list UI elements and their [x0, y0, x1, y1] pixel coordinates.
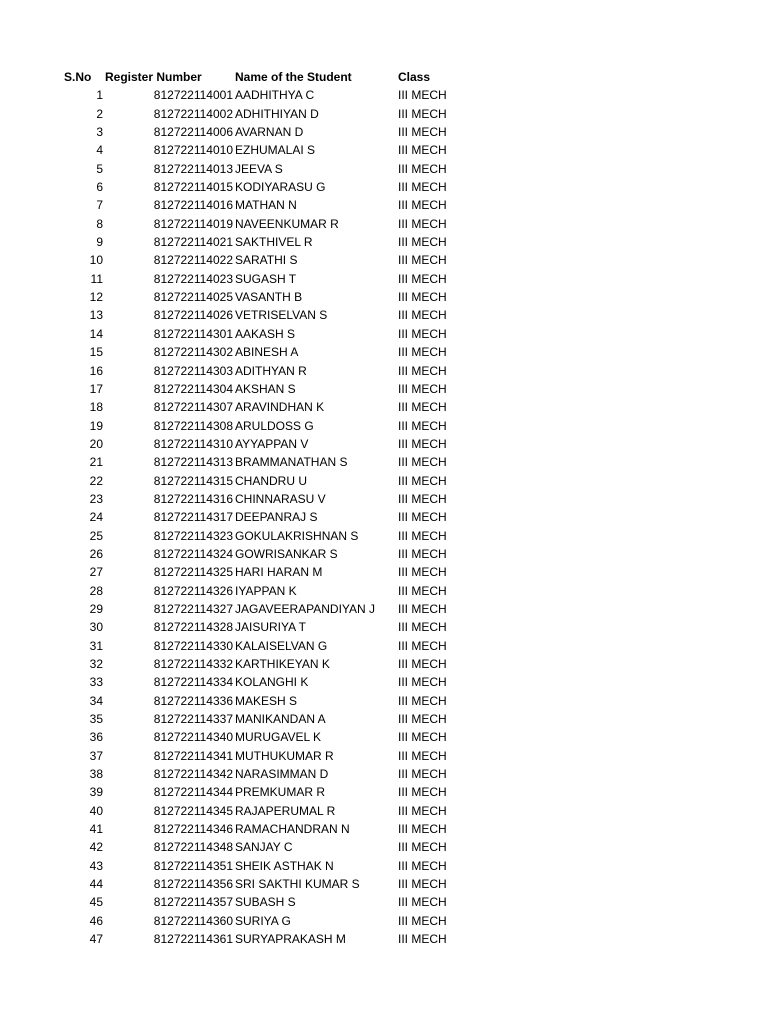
student-list-table	[0, 68, 768, 949]
cell-sno: 19	[89, 418, 103, 433]
table-row	[0, 527, 768, 545]
cell-student-name: RAJAPERUMAL R	[235, 803, 336, 818]
table-row	[0, 802, 768, 820]
cell-sno: 12	[89, 290, 103, 305]
cell-register-number: 812722114332	[153, 657, 233, 671]
cell-class: III MECH	[398, 601, 447, 616]
cell-register-number: 812722114302	[153, 345, 233, 360]
cell-class: III MECH	[398, 106, 447, 121]
cell-sno: 41	[89, 822, 103, 837]
cell-class: III MECH	[398, 198, 447, 213]
cell-class: III MECH	[398, 125, 447, 140]
cell-register-number: 812722114308	[153, 418, 233, 433]
cell-register-number: 812722114019	[153, 216, 233, 231]
table-row	[0, 453, 768, 471]
cell-sno: 44	[89, 877, 103, 892]
cell-student-name: JAISURIYA T	[235, 620, 306, 635]
cell-register-number: 812722114360	[153, 913, 233, 928]
cell-class: III MECH	[398, 620, 447, 635]
cell-sno: 11	[90, 271, 103, 286]
cell-class: III MECH	[398, 510, 447, 525]
cell-class: III MECH	[398, 418, 447, 433]
cell-sno: 14	[89, 326, 103, 341]
cell-class: III MECH	[398, 932, 447, 947]
cell-register-number: 812722114336	[153, 693, 233, 708]
cell-sno: 38	[89, 767, 103, 782]
cell-student-name: SHEIK ASTHAK N	[235, 858, 334, 873]
cell-student-name: SUGASH T	[235, 271, 297, 286]
table-row	[0, 288, 768, 306]
cell-sno: 7	[96, 198, 103, 213]
cell-student-name: GOWRISANKAR S	[235, 546, 338, 561]
cell-sno: 39	[89, 785, 103, 800]
cell-sno: 8	[96, 216, 103, 231]
table-row	[0, 747, 768, 765]
table-row	[0, 196, 768, 214]
cell-register-number: 812722114015	[153, 180, 233, 195]
table-row	[0, 637, 768, 655]
cell-sno: 32	[89, 657, 103, 671]
cell-student-name: MAKESH S	[235, 693, 298, 708]
table-row	[0, 160, 768, 178]
cell-register-number: 812722114006	[153, 125, 233, 140]
table-row	[0, 618, 768, 636]
cell-class: III MECH	[398, 565, 447, 580]
table-row	[0, 673, 768, 691]
cell-class: III MECH	[398, 638, 447, 653]
table-row	[0, 655, 768, 673]
cell-class: III MECH	[398, 180, 447, 195]
cell-student-name: NAVEENKUMAR R	[235, 216, 339, 231]
cell-student-name: MURUGAVEL K	[235, 730, 322, 745]
table-row	[0, 178, 768, 196]
cell-class: III MECH	[398, 657, 447, 671]
table-row	[0, 270, 768, 288]
cell-sno: 34	[89, 693, 103, 708]
cell-register-number: 812722114342	[153, 767, 233, 782]
cell-student-name: SAKTHIVEL R	[235, 235, 313, 250]
cell-sno: 30	[89, 620, 103, 635]
cell-register-number: 812722114330	[153, 638, 233, 653]
cell-student-name: DEEPANRAJ S	[235, 510, 318, 525]
cell-register-number: 812722114361	[153, 932, 233, 947]
cell-student-name: RAMACHANDRAN N	[235, 822, 350, 837]
cell-register-number: 812722114344	[153, 785, 233, 800]
cell-student-name: SURIYA G	[235, 913, 291, 928]
cell-sno: 6	[96, 180, 103, 195]
cell-sno: 37	[89, 748, 103, 763]
cell-student-name: HARI HARAN M	[235, 565, 323, 580]
cell-register-number: 812722114340	[153, 730, 233, 745]
cell-sno: 4	[96, 143, 103, 158]
cell-sno: 21	[89, 455, 103, 470]
cell-sno: 36	[89, 730, 103, 745]
cell-class: III MECH	[398, 308, 447, 323]
cell-student-name: VASANTH B	[235, 290, 303, 305]
table-row	[0, 765, 768, 783]
table-row	[0, 343, 768, 361]
cell-sno: 24	[89, 510, 103, 525]
cell-sno: 42	[89, 840, 103, 855]
table-row	[0, 783, 768, 801]
cell-class: III MECH	[398, 803, 447, 818]
cell-student-name: ARAVINDHAN K	[235, 400, 325, 415]
cell-register-number: 812722114325	[153, 565, 233, 580]
cell-register-number: 812722114334	[153, 675, 233, 690]
cell-register-number: 812722114022	[153, 253, 233, 268]
cell-register-number: 812722114013	[153, 161, 233, 176]
cell-student-name: GOKULAKRISHNAN S	[235, 528, 359, 543]
cell-register-number: 812722114026	[153, 308, 233, 323]
table-row	[0, 380, 768, 398]
cell-student-name: KOLANGHI K	[235, 675, 309, 690]
cell-class: III MECH	[398, 840, 447, 855]
cell-class: III MECH	[398, 473, 447, 488]
cell-sno: 2	[96, 106, 103, 121]
table-row	[0, 306, 768, 324]
table-row	[0, 820, 768, 838]
cell-student-name: MATHAN N	[235, 198, 297, 213]
cell-student-name: SANJAY C	[235, 840, 293, 855]
cell-register-number: 812722114315	[153, 473, 233, 488]
cell-student-name: SURYAPRAKASH M	[235, 932, 346, 947]
cell-class: III MECH	[398, 712, 447, 727]
cell-student-name: AKSHAN S	[235, 381, 296, 396]
cell-class: III MECH	[398, 326, 447, 341]
cell-class: III MECH	[398, 785, 447, 800]
cell-student-name: SRI SAKTHI KUMAR S	[235, 877, 360, 892]
cell-student-name: MUTHUKUMAR R	[235, 748, 334, 763]
cell-class: III MECH	[398, 730, 447, 745]
table-row	[0, 875, 768, 893]
cell-class: III MECH	[398, 290, 447, 305]
cell-sno: 13	[89, 308, 103, 323]
table-row	[0, 435, 768, 453]
cell-class: III MECH	[398, 583, 447, 598]
cell-register-number: 812722114310	[153, 436, 233, 451]
cell-register-number: 812722114351	[153, 858, 233, 873]
cell-class: III MECH	[398, 436, 447, 451]
cell-sno: 9	[96, 235, 103, 250]
table-row	[0, 728, 768, 746]
cell-register-number: 812722114021	[153, 235, 233, 250]
cell-register-number: 812722114002	[153, 106, 233, 121]
cell-student-name: AAKASH S	[235, 326, 296, 341]
cell-sno: 16	[89, 363, 103, 378]
cell-class: III MECH	[398, 491, 447, 506]
cell-class: III MECH	[398, 675, 447, 690]
table-row	[0, 838, 768, 856]
cell-student-name: VETRISELVAN S	[235, 308, 328, 323]
cell-sno: 10	[89, 253, 103, 268]
cell-register-number: 812722114341	[153, 748, 233, 763]
cell-sno: 27	[89, 565, 103, 580]
cell-class: III MECH	[398, 913, 447, 928]
cell-student-name: JEEVA S	[235, 161, 283, 176]
cell-sno: 31	[89, 638, 103, 653]
cell-sno: 33	[89, 675, 103, 690]
cell-register-number: 812722114345	[153, 803, 233, 818]
cell-class: III MECH	[398, 88, 447, 103]
header-register-number: Register Number	[105, 70, 202, 84]
cell-student-name: AYYAPPAN V	[235, 436, 309, 451]
table-row	[0, 141, 768, 159]
cell-register-number: 812722114324	[153, 546, 233, 561]
table-header-row	[0, 68, 768, 86]
cell-student-name: IYAPPAN K	[235, 583, 297, 598]
cell-sno: 47	[89, 932, 103, 947]
cell-register-number: 812722114016	[153, 198, 233, 213]
table-row	[0, 582, 768, 600]
cell-sno: 45	[89, 895, 103, 910]
cell-student-name: KARTHIKEYAN K	[235, 657, 330, 671]
table-row	[0, 251, 768, 269]
cell-class: III MECH	[398, 528, 447, 543]
table-row	[0, 930, 768, 948]
cell-sno: 1	[96, 88, 103, 103]
cell-student-name: MANIKANDAN A	[235, 712, 326, 727]
cell-class: III MECH	[398, 822, 447, 837]
cell-student-name: EZHUMALAI S	[235, 143, 316, 158]
cell-student-name: CHANDRU U	[235, 473, 307, 488]
cell-class: III MECH	[398, 235, 447, 250]
cell-register-number: 812722114346	[153, 822, 233, 837]
cell-class: III MECH	[398, 455, 447, 470]
cell-sno: 29	[89, 601, 103, 616]
table-row	[0, 490, 768, 508]
table-row	[0, 545, 768, 563]
table-row	[0, 233, 768, 251]
cell-register-number: 812722114328	[153, 620, 233, 635]
table-row	[0, 362, 768, 380]
cell-register-number: 812722114313	[153, 455, 233, 470]
cell-class: III MECH	[398, 216, 447, 231]
cell-register-number: 812722114356	[153, 877, 233, 892]
table-row	[0, 398, 768, 416]
cell-register-number: 812722114316	[153, 491, 233, 506]
table-row	[0, 893, 768, 911]
cell-student-name: PREMKUMAR R	[235, 785, 326, 800]
cell-class: III MECH	[398, 161, 447, 176]
cell-sno: 5	[96, 161, 103, 176]
table-row	[0, 912, 768, 930]
cell-sno: 28	[89, 583, 103, 598]
cell-sno: 15	[89, 345, 103, 360]
cell-register-number: 812722114317	[153, 510, 233, 525]
table-row	[0, 123, 768, 141]
cell-student-name: KALAISELVAN G	[235, 638, 328, 653]
table-body	[0, 86, 768, 948]
cell-sno: 35	[89, 712, 103, 727]
cell-register-number: 812722114023	[153, 271, 233, 286]
table-row	[0, 417, 768, 435]
cell-register-number: 812722114357	[153, 895, 233, 910]
cell-register-number: 812722114303	[153, 363, 233, 378]
cell-sno: 43	[89, 858, 103, 873]
cell-class: III MECH	[398, 253, 447, 268]
table-row	[0, 692, 768, 710]
cell-register-number: 812722114327	[153, 601, 233, 616]
cell-class: III MECH	[398, 546, 447, 561]
cell-student-name: SARATHI S	[235, 253, 298, 268]
cell-register-number: 812722114337	[153, 712, 233, 727]
table-row	[0, 600, 768, 618]
cell-sno: 17	[89, 381, 103, 396]
cell-student-name: ADHITHIYAN D	[235, 106, 319, 121]
cell-class: III MECH	[398, 877, 447, 892]
cell-student-name: BRAMMANATHAN S	[235, 455, 348, 470]
cell-student-name: AADHITHYA C	[235, 88, 315, 103]
cell-register-number: 812722114348	[153, 840, 233, 855]
cell-sno: 22	[89, 473, 103, 488]
table-row	[0, 710, 768, 728]
cell-class: III MECH	[398, 271, 447, 286]
cell-sno: 18	[89, 400, 103, 415]
cell-student-name: ABINESH A	[235, 345, 299, 360]
cell-register-number: 812722114323	[153, 528, 233, 543]
cell-sno: 26	[89, 546, 103, 561]
cell-class: III MECH	[398, 693, 447, 708]
header-sno: S.No	[64, 70, 92, 84]
cell-student-name: ARULDOSS G	[235, 418, 314, 433]
table-row	[0, 508, 768, 526]
cell-register-number: 812722114025	[153, 290, 233, 305]
table-row	[0, 325, 768, 343]
cell-student-name: CHINNARASU V	[235, 491, 326, 506]
cell-sno: 23	[89, 491, 103, 506]
table-row	[0, 215, 768, 233]
table-row	[0, 105, 768, 123]
cell-sno: 40	[89, 803, 103, 818]
cell-class: III MECH	[398, 143, 447, 158]
cell-class: III MECH	[398, 895, 447, 910]
cell-register-number: 812722114301	[153, 326, 233, 341]
cell-sno: 3	[96, 125, 103, 140]
cell-sno: 20	[89, 436, 103, 451]
cell-student-name: KODIYARASU G	[235, 180, 326, 195]
cell-class: III MECH	[398, 748, 447, 763]
cell-class: III MECH	[398, 345, 447, 360]
table-row	[0, 86, 768, 104]
table-row	[0, 472, 768, 490]
cell-class: III MECH	[398, 858, 447, 873]
cell-sno: 46	[89, 913, 103, 928]
cell-class: III MECH	[398, 767, 447, 782]
cell-register-number: 812722114001	[153, 88, 233, 103]
cell-register-number: 812722114307	[153, 400, 233, 415]
cell-register-number: 812722114010	[153, 143, 233, 158]
table-row	[0, 857, 768, 875]
cell-class: III MECH	[398, 381, 447, 396]
cell-student-name: SUBASH S	[235, 895, 296, 910]
header-student-name: Name of the Student	[235, 70, 352, 84]
cell-class: III MECH	[398, 363, 447, 378]
table-row	[0, 563, 768, 581]
header-class: Class	[398, 70, 431, 84]
cell-register-number: 812722114326	[153, 583, 233, 598]
cell-class: III MECH	[398, 400, 447, 415]
cell-sno: 25	[89, 528, 103, 543]
cell-student-name: NARASIMMAN D	[235, 767, 329, 782]
cell-student-name: AVARNAN D	[235, 125, 304, 140]
cell-student-name: JAGAVEERAPANDIYAN J	[235, 601, 376, 616]
cell-register-number: 812722114304	[153, 381, 233, 396]
cell-student-name: ADITHYAN R	[235, 363, 307, 378]
